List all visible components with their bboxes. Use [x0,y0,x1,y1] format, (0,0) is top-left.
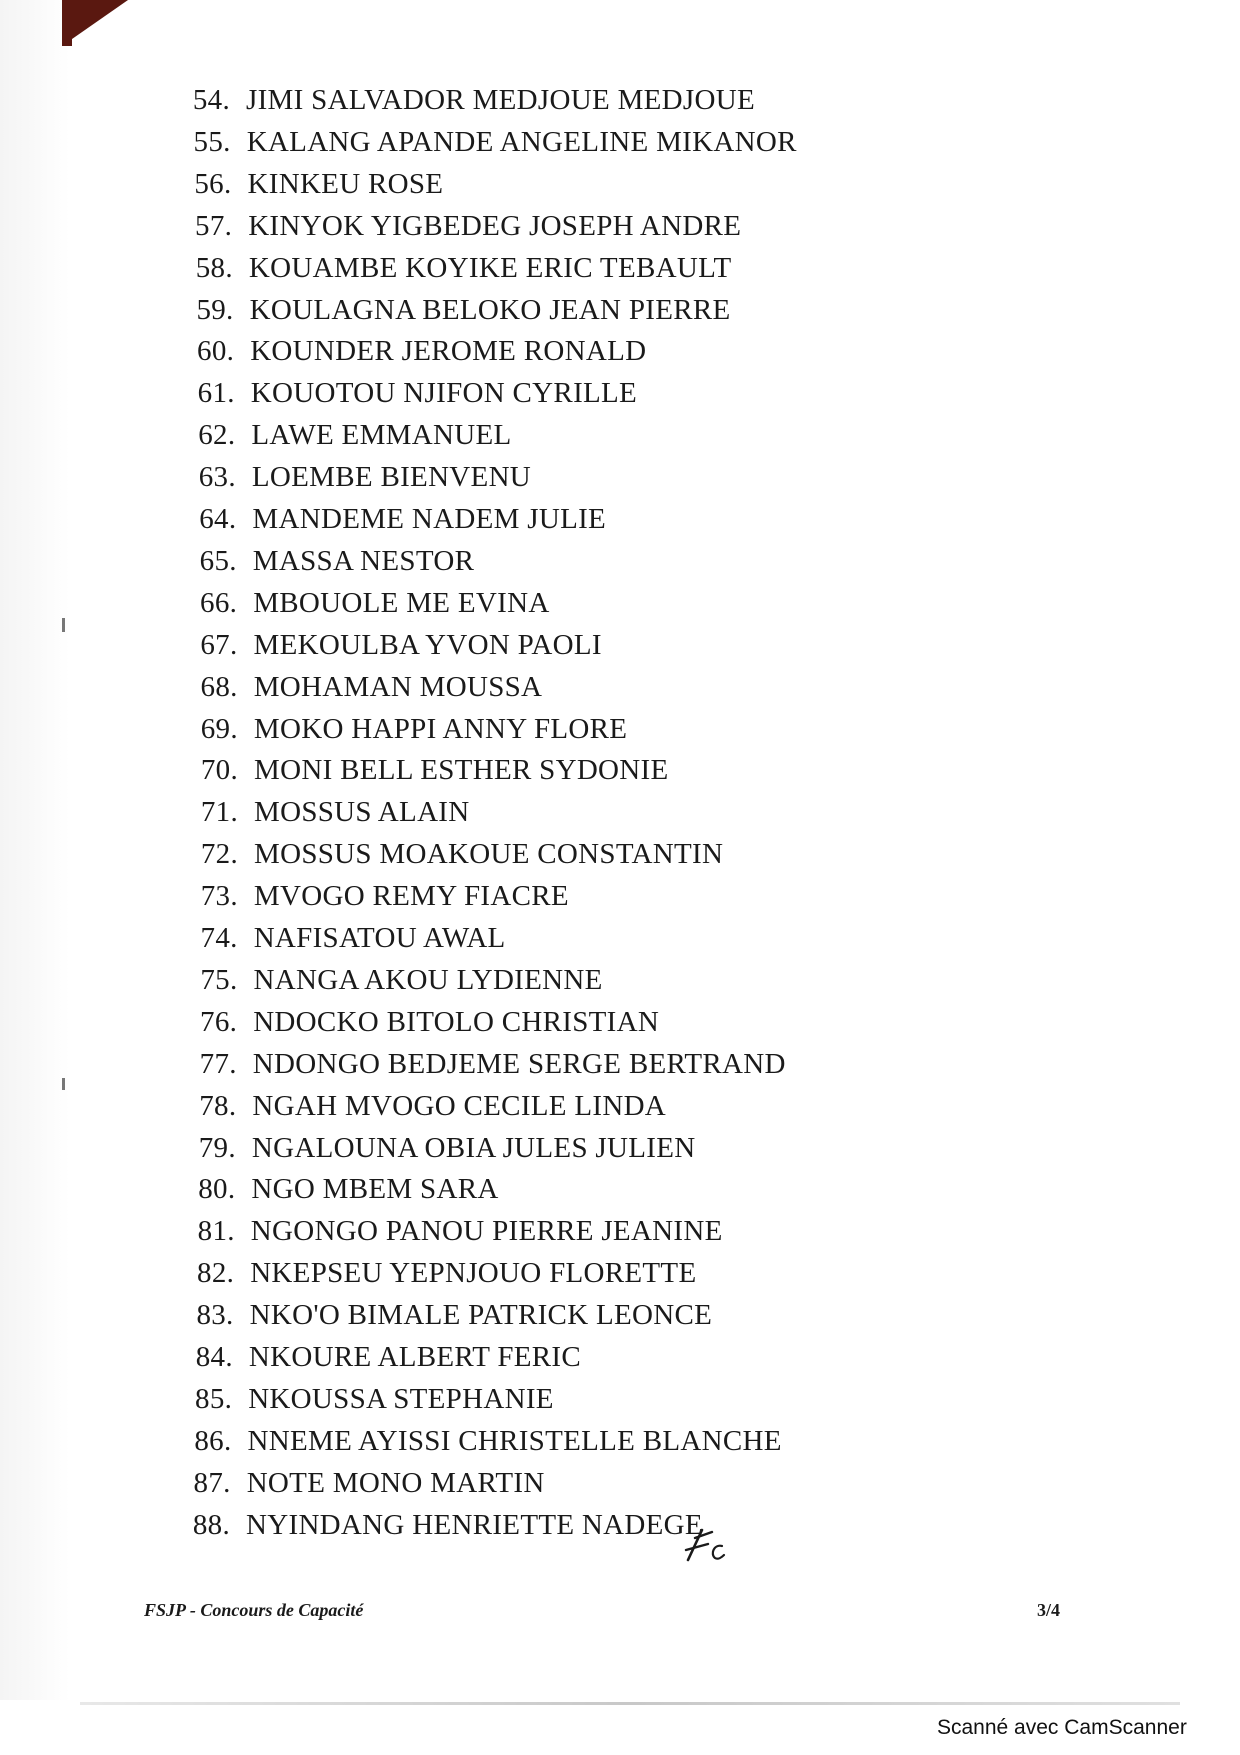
entry-name: KOUAMBE KOYIKE ERIC TEBAULT [248,251,732,284]
entry-name: NGO MBEM SARA [251,1173,499,1206]
entry-name: KALANG APANDE ANGELINE MIKANOR [246,125,797,158]
list-item [172,80,755,120]
list-item [180,750,669,790]
list-item [178,457,531,497]
entry-name: NAFISATOU AWAL [253,922,506,954]
entry-name: KOUNDER JEROME RONALD [250,335,647,368]
entry-name: MOKO HAPPI ANNY FLORE [253,712,628,745]
entry-number: 65. [199,544,237,577]
entry-name: NYINDANG HENRIETTE NADEGE [246,1508,703,1541]
entry-name: MVOGO REMY FIACRE [253,880,569,913]
scan-edge-shadow [0,0,70,1700]
entry-name: NANGA AKOU LYDIENNE [253,963,603,996]
entry-number: 56. [194,167,232,200]
list-item [180,960,603,1000]
list-item [180,709,627,749]
list-item [175,248,732,288]
list-item [173,122,797,162]
entry-number: 71. [200,796,238,829]
list-item [176,1253,696,1293]
scan-edge-tick [62,618,65,632]
entry-number: 59. [196,293,234,326]
list-item [179,541,474,581]
entry-name: NGALOUNA OBIA JULES JULIEN [251,1131,696,1164]
corner-mark-tip [62,0,128,46]
list-item [180,918,506,958]
entry-name: MONI BELL ESTHER SYDONIE [254,754,669,787]
entry-number: 84. [195,1341,233,1373]
entry-name: MOHAMAN MOUSSA [253,670,543,703]
entry-number: 70. [200,754,238,787]
entry-number: 58. [195,251,233,284]
entry-name: NKOURE ALBERT FERIC [248,1341,582,1373]
list-item [174,1421,782,1461]
entry-name: LOEMBE BIENVENU [251,461,532,494]
entry-number: 66. [200,586,238,619]
list-item [174,164,444,204]
entry-number: 81. [197,1215,235,1248]
entry-name: MANDEME NADEM JULIE [252,503,607,535]
list-item [174,206,741,246]
entry-name: NGAH MVOGO CECILE LINDA [252,1089,667,1122]
entry-name: JIMI SALVADOR MEDJOUE MEDJOUE [246,84,755,116]
entry-name: MEKOULBA YVON PAOLI [253,628,602,661]
entry-number: 57. [195,209,233,242]
entry-name: NKEPSEU YEPNJOUO FLORETTE [250,1257,697,1290]
entry-number: 85. [195,1382,233,1415]
scan-edge-tick [62,1078,65,1090]
list-item [176,290,731,330]
list-item [178,499,606,539]
list-item [172,1505,703,1545]
entry-number: 68. [200,670,238,703]
handwritten-initials [682,1526,730,1564]
entry-number: 83. [196,1299,234,1332]
entry-number: 55. [193,125,231,158]
entry-number: 76. [200,1005,238,1038]
entry-name: NDOCKO BITOLO CHRISTIAN [253,1005,660,1038]
entry-number: 69. [200,712,238,745]
entry-name: NOTE MONO MARTIN [246,1466,545,1499]
entry-name: MOSSUS ALAIN [254,796,470,829]
entry-number: 72. [200,838,238,871]
entry-number: 75. [200,963,238,996]
entry-number: 80. [198,1173,236,1206]
entry-number: 60. [197,335,235,368]
entry-number: 88. [192,1508,230,1541]
entry-number: 86. [194,1424,232,1457]
scan-bottom-edge [80,1702,1180,1705]
list-item [177,415,511,455]
entry-number: 54. [192,84,230,116]
list-item [180,625,602,665]
list-item [176,331,646,371]
list-item [180,876,569,916]
list-item [177,1211,723,1251]
list-item [176,1295,713,1335]
list-item [177,1169,498,1209]
entry-number: 61. [197,377,235,410]
entry-number: 82. [197,1257,235,1290]
footer-document-title: FSJP - Concours de Capacité [144,1600,364,1620]
list-item [175,1337,581,1377]
entry-number: 79. [198,1131,236,1164]
entry-name: KINKEU ROSE [247,167,444,200]
list-item [179,583,549,623]
list-item [180,792,470,832]
entry-name: LAWE EMMANUEL [251,419,512,452]
list-item [180,834,723,874]
list-item [173,1463,545,1503]
list-item [180,667,543,707]
entry-number: 74. [200,922,238,954]
list-item [177,373,637,413]
list-item [179,1002,659,1042]
entry-name: NGONGO PANOU PIERRE JEANINE [250,1215,723,1248]
list-item [179,1044,786,1084]
entry-number: 77. [199,1047,237,1080]
entry-number: 73. [200,880,238,913]
entry-name: MOSSUS MOAKOUE CONSTANTIN [254,838,724,871]
entry-number: 64. [199,503,237,535]
entry-number: 63. [198,461,236,494]
list-item [178,1128,696,1168]
list-item [174,1379,554,1419]
entry-name: NDONGO BEDJEME SERGE BERTRAND [252,1047,786,1080]
entry-name: KOULAGNA BELOKO JEAN PIERRE [249,293,731,326]
entry-name: MASSA NESTOR [252,544,475,577]
entry-number: 62. [198,419,236,452]
entry-name: NKO'O BIMALE PATRICK LEONCE [249,1299,713,1332]
entry-name: MBOUOLE ME EVINA [253,586,550,619]
page-number: 3/4 [1037,1600,1061,1620]
list-item [178,1086,666,1126]
entry-name: KOUOTOU NJIFON CYRILLE [250,377,638,410]
entry-number: 67. [200,628,238,661]
entry-name: KINYOK YIGBEDEG JOSEPH ANDRE [248,209,742,242]
scanner-watermark: Scanné avec CamScanner [937,1716,1187,1739]
entry-name: NNEME AYISSI CHRISTELLE BLANCHE [247,1424,782,1457]
entry-name: NKOUSSA STEPHANIE [248,1382,554,1415]
entry-number: 87. [193,1466,231,1499]
entry-number: 78. [199,1089,237,1122]
